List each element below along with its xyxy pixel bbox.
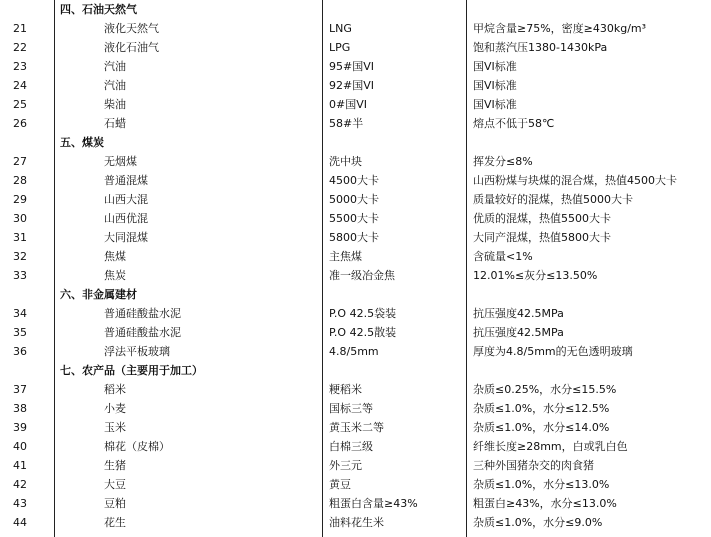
table-row <box>0 323 711 342</box>
product-name: 玉米 <box>104 421 126 434</box>
product-note: 质量较好的混煤，热值5000大卡 <box>473 193 633 206</box>
section-header-row <box>0 0 711 19</box>
row-number: 43 <box>13 497 27 510</box>
product-spec: 5500大卡 <box>329 212 379 225</box>
product-note: 杂质≤1.0%，水分≤12.5% <box>473 402 610 415</box>
product-note: 含硫量<1% <box>473 250 533 263</box>
section-title: 七、农产品（主要用于加工） <box>60 364 203 377</box>
table-row <box>0 266 711 285</box>
table-row <box>0 513 711 532</box>
row-number: 38 <box>13 402 27 415</box>
product-spec: 外三元 <box>329 459 362 472</box>
row-number: 27 <box>13 155 27 168</box>
product-spec: 粗蛋白含量≥43% <box>329 497 418 510</box>
product-note: 饱和蒸汽压1380-1430kPa <box>473 41 608 54</box>
row-number: 24 <box>13 79 27 92</box>
table-row <box>0 475 711 494</box>
table-row <box>0 437 711 456</box>
product-name: 稻米 <box>104 383 126 396</box>
product-name: 液化石油气 <box>104 41 159 54</box>
row-number: 37 <box>13 383 27 396</box>
table-row <box>0 190 711 209</box>
product-name: 普通硅酸盐水泥 <box>104 326 181 339</box>
section-header-row <box>0 133 711 152</box>
section-header-row <box>0 285 711 304</box>
row-number: 30 <box>13 212 27 225</box>
row-number: 23 <box>13 60 27 73</box>
table-row <box>0 171 711 190</box>
product-name: 普通硅酸盐水泥 <box>104 307 181 320</box>
table-row <box>0 399 711 418</box>
product-spec: 95#国VI <box>329 60 374 73</box>
table-row <box>0 76 711 95</box>
row-number: 36 <box>13 345 27 358</box>
product-spec: 92#国VI <box>329 79 374 92</box>
product-note: 国VI标准 <box>473 79 517 92</box>
product-note: 三种外国猪杂交的肉食猪 <box>473 459 594 472</box>
product-name: 山西大混 <box>104 193 148 206</box>
product-note: 杂质≤0.25%，水分≤15.5% <box>473 383 617 396</box>
product-note: 12.01%≤灰分≤13.50% <box>473 269 598 282</box>
product-spec: 5000大卡 <box>329 193 379 206</box>
product-name: 柴油 <box>104 98 126 111</box>
product-name: 浮法平板玻璃 <box>104 345 170 358</box>
row-number: 32 <box>13 250 27 263</box>
product-spec: 准一级冶金焦 <box>329 269 395 282</box>
row-number: 21 <box>13 22 27 35</box>
product-name: 生猪 <box>104 459 126 472</box>
product-name: 豆粕 <box>104 497 126 510</box>
row-number: 34 <box>13 307 27 320</box>
product-note: 杂质≤1.0%，水分≤13.0% <box>473 478 610 491</box>
product-note: 大同产混煤，热值5800大卡 <box>473 231 611 244</box>
table-row <box>0 228 711 247</box>
product-spec: 白棉三级 <box>329 440 373 453</box>
product-name: 大同混煤 <box>104 231 148 244</box>
table-row <box>0 95 711 114</box>
product-name: 汽油 <box>104 60 126 73</box>
product-note: 粗蛋白≥43%，水分≤13.0% <box>473 497 617 510</box>
product-note: 国VI标准 <box>473 98 517 111</box>
product-spec: 国标三等 <box>329 402 373 415</box>
product-spec: LNG <box>329 22 352 35</box>
table-row <box>0 209 711 228</box>
product-name: 无烟煤 <box>104 155 137 168</box>
row-number: 29 <box>13 193 27 206</box>
product-name: 焦炭 <box>104 269 126 282</box>
product-note: 挥发分≤8% <box>473 155 533 168</box>
table-row <box>0 38 711 57</box>
table-row <box>0 418 711 437</box>
product-spec: 主焦煤 <box>329 250 362 263</box>
product-name: 汽油 <box>104 79 126 92</box>
table-row <box>0 247 711 266</box>
table-row <box>0 304 711 323</box>
product-note: 杂质≤1.0%，水分≤9.0% <box>473 516 603 529</box>
product-spec: LPG <box>329 41 351 54</box>
row-number: 39 <box>13 421 27 434</box>
row-number: 44 <box>13 516 27 529</box>
product-note: 抗压强度42.5MPa <box>473 307 564 320</box>
table-row <box>0 494 711 513</box>
product-spec: 黄玉米二等 <box>329 421 384 434</box>
row-number: 40 <box>13 440 27 453</box>
product-note: 抗压强度42.5MPa <box>473 326 564 339</box>
product-spec: P.O 42.5袋装 <box>329 307 397 320</box>
product-note: 杂质≤1.0%，水分≤14.0% <box>473 421 610 434</box>
row-number: 31 <box>13 231 27 244</box>
product-spec: P.O 42.5散装 <box>329 326 397 339</box>
section-header-row <box>0 361 711 380</box>
table-row <box>0 456 711 475</box>
product-spec: 5800大卡 <box>329 231 379 244</box>
product-spec: 58#半 <box>329 117 364 130</box>
section-title: 五、煤炭 <box>60 136 104 149</box>
row-number: 42 <box>13 478 27 491</box>
product-note: 纤维长度≥28mm，白或乳白色 <box>473 440 628 453</box>
product-name: 大豆 <box>104 478 126 491</box>
product-note: 厚度为4.8/5mm的无色透明玻璃 <box>473 345 633 358</box>
row-number: 25 <box>13 98 27 111</box>
row-number: 26 <box>13 117 27 130</box>
product-note: 熔点不低于58℃ <box>473 117 555 130</box>
row-number: 28 <box>13 174 27 187</box>
table-row <box>0 152 711 171</box>
table-row <box>0 342 711 361</box>
table-row <box>0 114 711 133</box>
product-name: 液化天然气 <box>104 22 159 35</box>
product-spec: 粳稻米 <box>329 383 362 396</box>
row-number: 41 <box>13 459 27 472</box>
table-row <box>0 57 711 76</box>
section-title: 六、非金属建材 <box>60 288 137 301</box>
section-title: 四、石油天然气 <box>60 3 137 16</box>
product-spec: 4500大卡 <box>329 174 379 187</box>
product-name: 焦煤 <box>104 250 126 263</box>
product-name: 花生 <box>104 516 126 529</box>
product-name: 石蜡 <box>104 117 126 130</box>
product-name: 棉花（皮棉） <box>104 440 170 453</box>
product-spec: 0#国VI <box>329 98 367 111</box>
product-spec: 4.8/5mm <box>329 345 379 358</box>
product-name: 普通混煤 <box>104 174 148 187</box>
product-note: 优质的混煤，热值5500大卡 <box>473 212 611 225</box>
product-spec: 油料花生米 <box>329 516 384 529</box>
product-note: 甲烷含量≥75%，密度≥430kg/m³ <box>473 22 647 35</box>
row-number: 22 <box>13 41 27 54</box>
row-number: 33 <box>13 269 27 282</box>
table-row <box>0 19 711 38</box>
product-note: 山西粉煤与块煤的混合煤，热值4500大卡 <box>473 174 677 187</box>
product-spec: 黄豆 <box>329 478 351 491</box>
product-name: 小麦 <box>104 402 126 415</box>
product-name: 山西优混 <box>104 212 148 225</box>
product-spec: 洗中块 <box>329 155 362 168</box>
row-number: 35 <box>13 326 27 339</box>
table-row <box>0 380 711 399</box>
product-note: 国VI标准 <box>473 60 517 73</box>
